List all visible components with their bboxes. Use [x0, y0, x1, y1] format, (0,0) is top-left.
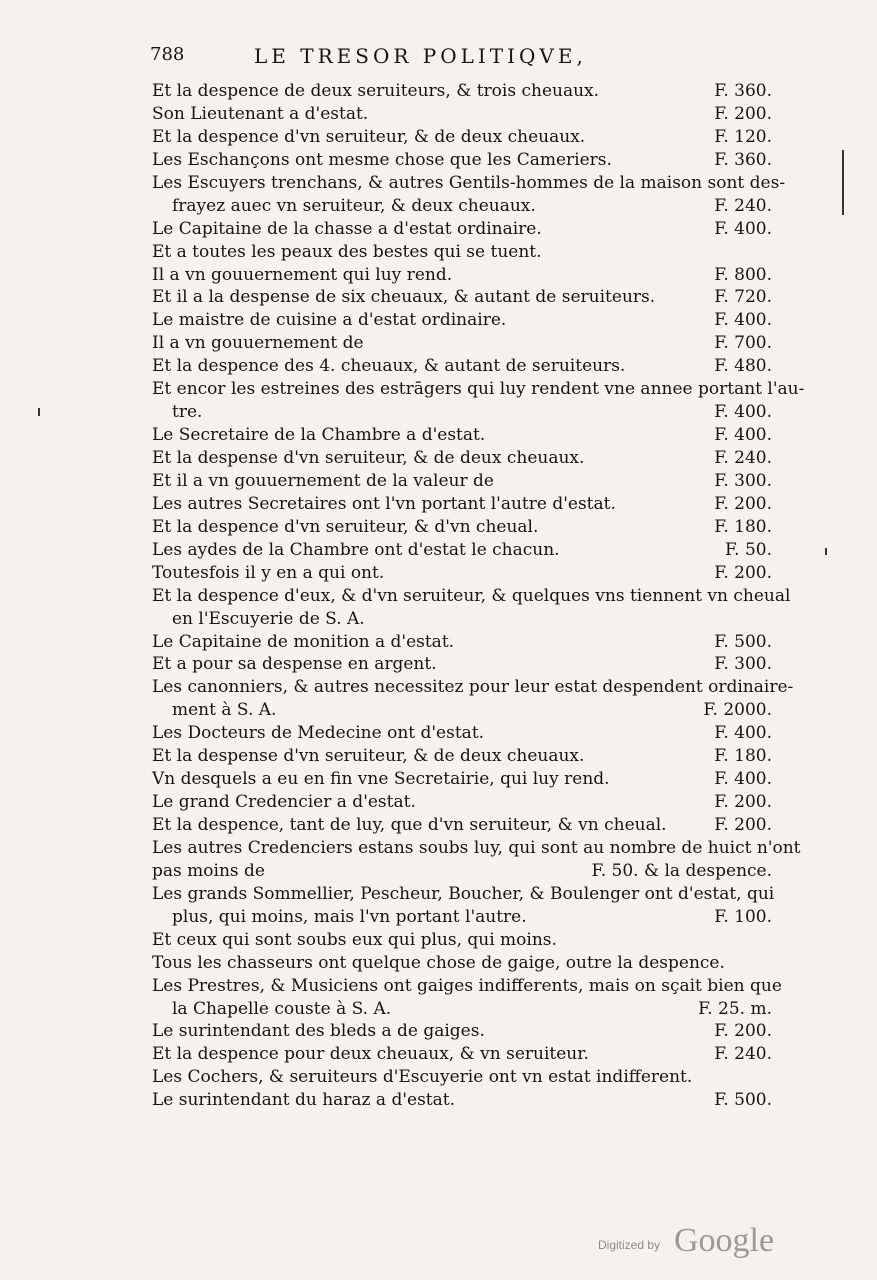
text-line [152, 722, 772, 745]
text-line [152, 1066, 772, 1089]
text-line [152, 1020, 772, 1043]
text-line [152, 103, 772, 126]
line-amount: F. 200. [714, 792, 772, 813]
text-line [152, 906, 772, 929]
text-line [152, 424, 772, 447]
text-line [152, 401, 772, 424]
line-amount: F. 500. [714, 631, 772, 652]
line-text: Les Escuyers trenchans, & autres Gentils-hommes de la maison sont des- [152, 172, 786, 193]
line-text: tre. [172, 402, 203, 423]
line-text: Le Capitaine de monition a d'estat. [152, 631, 455, 652]
line-text: Les Eschançons ont mesme chose que les Cameriers. [152, 149, 612, 170]
text-line [152, 332, 772, 355]
text-line [152, 286, 772, 309]
line-amount: F. 180. [714, 516, 772, 537]
line-amount: F. 50. [725, 539, 772, 560]
text-line [152, 608, 772, 631]
line-text: Les Cochers, & seruiteurs d'Escuyerie ont vn estat indifferent. [152, 1067, 693, 1088]
text-line [152, 791, 772, 814]
line-text: Et a toutes les peaux des bestes qui se tuent. [152, 241, 542, 262]
text-line [152, 745, 772, 768]
line-amount: F. 200. [714, 1021, 772, 1042]
line-amount: F. 100. [714, 906, 772, 927]
line-text: Son Lieutenant a d'estat. [152, 103, 369, 124]
text-line [152, 860, 772, 883]
line-amount: F. 240. [714, 195, 772, 216]
line-text: Et ceux qui sont soubs eux qui plus, qui moins. [152, 929, 557, 950]
text-line [152, 585, 791, 608]
line-text: Et la despence d'vn seruiteur, & de deux cheuaux. [152, 126, 586, 147]
line-text: Le surintendant du haraz a d'estat. [152, 1090, 456, 1111]
text-line [152, 470, 772, 493]
line-amount: F. 800. [714, 264, 772, 285]
line-amount: F. 120. [714, 126, 772, 147]
line-text: Les aydes de la Chambre ont d'estat le chacun. [152, 539, 560, 560]
line-amount: F. 480. [714, 356, 772, 377]
line-amount: F. 700. [714, 333, 772, 354]
line-text: plus, qui moins, mais l'vn portant l'autre. [172, 906, 527, 927]
line-text: la Chapelle couste à S. A. [172, 998, 392, 1019]
text-line [152, 539, 772, 562]
text-line [152, 172, 786, 195]
line-text: Il a vn gouuernement qui luy rend. [152, 264, 453, 285]
digitization-watermark [598, 1222, 798, 1262]
text-line [152, 241, 772, 264]
line-amount: F. 400. [714, 723, 772, 744]
text-line [152, 149, 772, 172]
margin-rule [842, 150, 844, 215]
text-line [152, 562, 772, 585]
line-text: en l'Escuyerie de S. A. [172, 608, 365, 629]
text-line [152, 126, 772, 149]
line-amount: F. 500. [714, 1090, 772, 1111]
text-line [152, 998, 772, 1021]
line-amount: F. 200. [714, 103, 772, 124]
line-amount: F. 300. [714, 470, 772, 491]
text-line [152, 883, 775, 906]
text-line [152, 493, 772, 516]
text-line [152, 309, 772, 332]
line-text: Et encor les estreines des estrāgers qui luy rendent vne annee portant l'au- [152, 379, 805, 400]
text-body [152, 80, 805, 1112]
line-amount: F. 200. [714, 562, 772, 583]
text-line [152, 218, 772, 241]
page-number: 788 [150, 44, 185, 65]
line-amount: F. 400. [714, 218, 772, 239]
text-line [152, 195, 772, 218]
line-amount: F. 360. [714, 81, 772, 101]
line-text: Les canonniers, & autres necessitez pour leur estat despendent ordinaire- [152, 677, 794, 698]
line-text: Et la despence des 4. cheuaux, & autant de seruiteurs. [152, 356, 626, 377]
line-amount: F. 720. [714, 287, 772, 308]
line-amount: F. 200. [714, 815, 772, 835]
line-text: Le maistre de cuisine a d'estat ordinaire. [152, 310, 507, 331]
text-line [152, 80, 772, 103]
text-line [152, 653, 772, 676]
line-text: Les autres Secretaires ont l'vn portant l'autre d'estat. [152, 493, 616, 514]
line-text: Il a vn gouuernement de [152, 333, 364, 354]
text-line [152, 699, 772, 722]
text-line [152, 355, 772, 378]
line-text: pas moins de [152, 860, 265, 881]
line-text: Et la despence pour deux cheuaux, & vn seruiteur. [152, 1044, 589, 1065]
running-title: LE TRESOR POLITIQVE, [254, 44, 587, 68]
line-amount: F. 2000. [703, 700, 772, 721]
text-line [152, 952, 772, 975]
line-text: Et la despence de deux seruiteurs, & trois cheuaux. [152, 81, 600, 101]
line-text: Et il a vn gouuernement de la valeur de [152, 470, 494, 491]
line-text: frayez auec vn seruiteur, & deux cheuaux. [172, 195, 536, 216]
text-line [152, 447, 772, 470]
line-amount: F. 400. [714, 310, 772, 331]
line-text: Et la despense d'vn seruiteur, & de deux cheuaux. [152, 448, 585, 468]
text-line [152, 814, 772, 837]
line-amount: F. 180. [714, 746, 772, 767]
line-text: Et la despense d'vn seruiteur, & de deux cheuaux. [152, 746, 585, 767]
google-logo: Google [674, 1222, 775, 1259]
margin-speck [38, 408, 40, 416]
line-amount: F. 240. [714, 448, 772, 468]
line-amount: F. 400. [714, 769, 772, 790]
digitized-label: Digitized by [598, 1238, 661, 1252]
line-amount: F. 200. [714, 493, 772, 514]
line-text: Et a pour sa despense en argent. [152, 654, 437, 675]
line-text: Le Capitaine de la chasse a d'estat ordinaire. [152, 218, 542, 239]
page-header [150, 44, 780, 74]
line-amount: F. 50. & la despence. [591, 860, 772, 881]
line-text: Et la despence d'vn seruiteur, & d'vn cheual. [152, 516, 539, 537]
line-amount: F. 240. [714, 1044, 772, 1065]
line-text: Les autres Credenciers estans soubs luy, qui sont au nombre de huict n'ont [152, 837, 801, 858]
line-text: Les Prestres, & Musiciens ont gaiges indifferents, mais on sçait bien que [152, 975, 782, 996]
line-text: Et la despence d'eux, & d'vn seruiteur, & quelques vns tiennent vn cheual [152, 585, 791, 606]
line-text: Toutesfois il y en a qui ont. [152, 562, 385, 583]
text-line [152, 975, 782, 998]
line-amount: F. 400. [714, 425, 772, 446]
text-line [152, 631, 772, 654]
text-line [152, 516, 772, 539]
text-line [152, 768, 772, 791]
text-line [152, 264, 772, 287]
text-line [152, 1043, 772, 1066]
margin-speck [825, 548, 827, 555]
line-text: Le surintendant des bleds a de gaiges. [152, 1021, 485, 1042]
line-amount: F. 360. [714, 149, 772, 170]
line-text: Et la despence, tant de luy, que d'vn seruiteur, & vn cheual. [152, 815, 667, 835]
text-line [152, 378, 805, 401]
line-text: Les Docteurs de Medecine ont d'estat. [152, 723, 485, 744]
line-text: Les grands Sommellier, Pescheur, Boucher, & Boulenger ont d'estat, qui [152, 883, 775, 904]
line-text: ment à S. A. [172, 700, 277, 721]
line-amount: F. 400. [714, 402, 772, 423]
text-line [152, 1089, 772, 1112]
line-amount: F. 25. m. [698, 998, 772, 1019]
text-line [152, 929, 772, 952]
line-text: Le Secretaire de la Chambre a d'estat. [152, 425, 486, 446]
text-line [152, 676, 794, 699]
line-text: Le grand Credencier a d'estat. [152, 792, 416, 813]
line-amount: F. 300. [714, 654, 772, 675]
line-text: Et il a la despense de six cheuaux, & autant de seruiteurs. [152, 287, 656, 308]
line-text: Vn desquels a eu en fin vne Secretairie, qui luy rend. [152, 769, 610, 790]
line-text: Tous les chasseurs ont quelque chose de gaige, outre la despence. [152, 952, 725, 973]
text-line [152, 837, 801, 860]
